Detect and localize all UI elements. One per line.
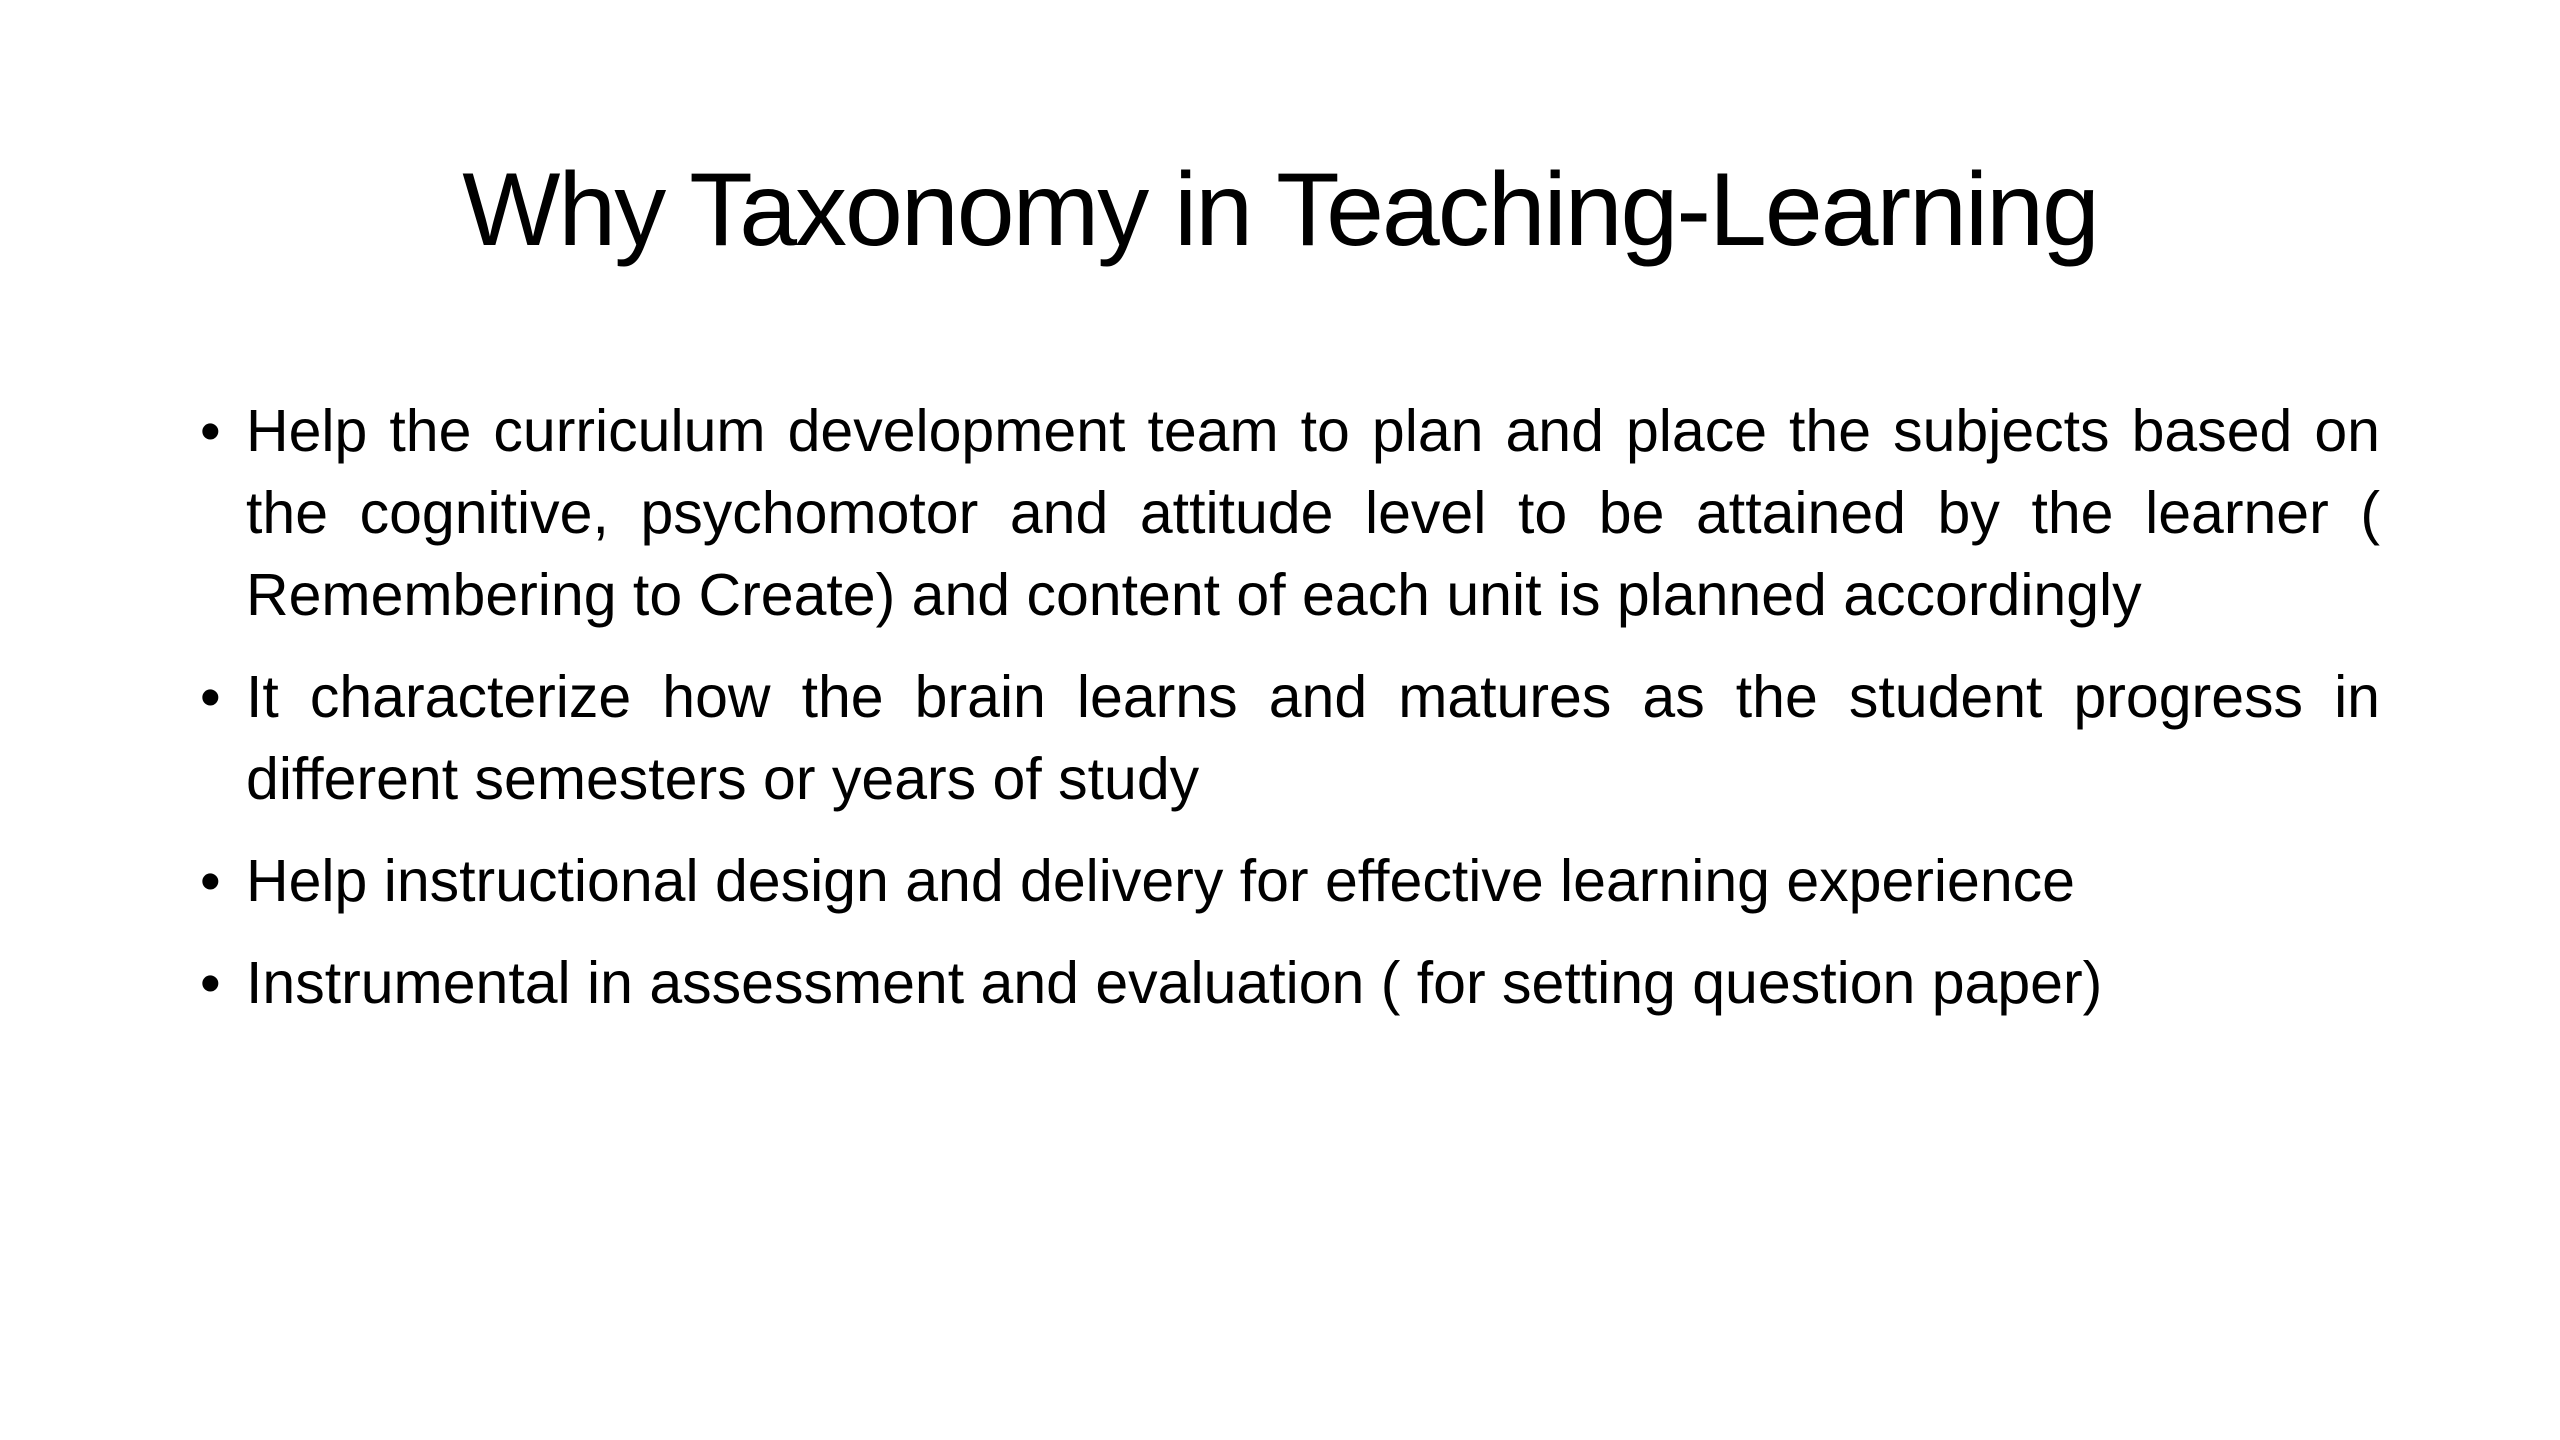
bullet-icon: • <box>200 848 221 914</box>
bullet-item <box>190 942 2380 1024</box>
bullet-icon: • <box>200 664 221 730</box>
bullet-text: Instrumental in assessment and evaluation ( for setting question paper) <box>246 950 2103 1016</box>
bullet-list <box>190 390 2380 1044</box>
bullet-text: Help the curriculum development team to plan and place the subjects based on the cognitive, psychomotor and attitude level to be attained by the learner ( Remembering to Create) and content of each unit is planned accordingly <box>246 398 2380 628</box>
bullet-item <box>190 390 2380 636</box>
bullet-icon: • <box>200 950 221 1016</box>
bullet-text: It characterize how the brain learns and matures as the student progress in different semesters or years of study <box>246 664 2380 812</box>
bullet-text: Help instructional design and delivery for effective learning experience <box>246 848 2075 914</box>
bullet-icon: • <box>200 398 221 464</box>
slide-title: Why Taxonomy in Teaching-Learning <box>462 152 2098 268</box>
bullet-item <box>190 656 2380 820</box>
bullet-item <box>190 840 2380 922</box>
